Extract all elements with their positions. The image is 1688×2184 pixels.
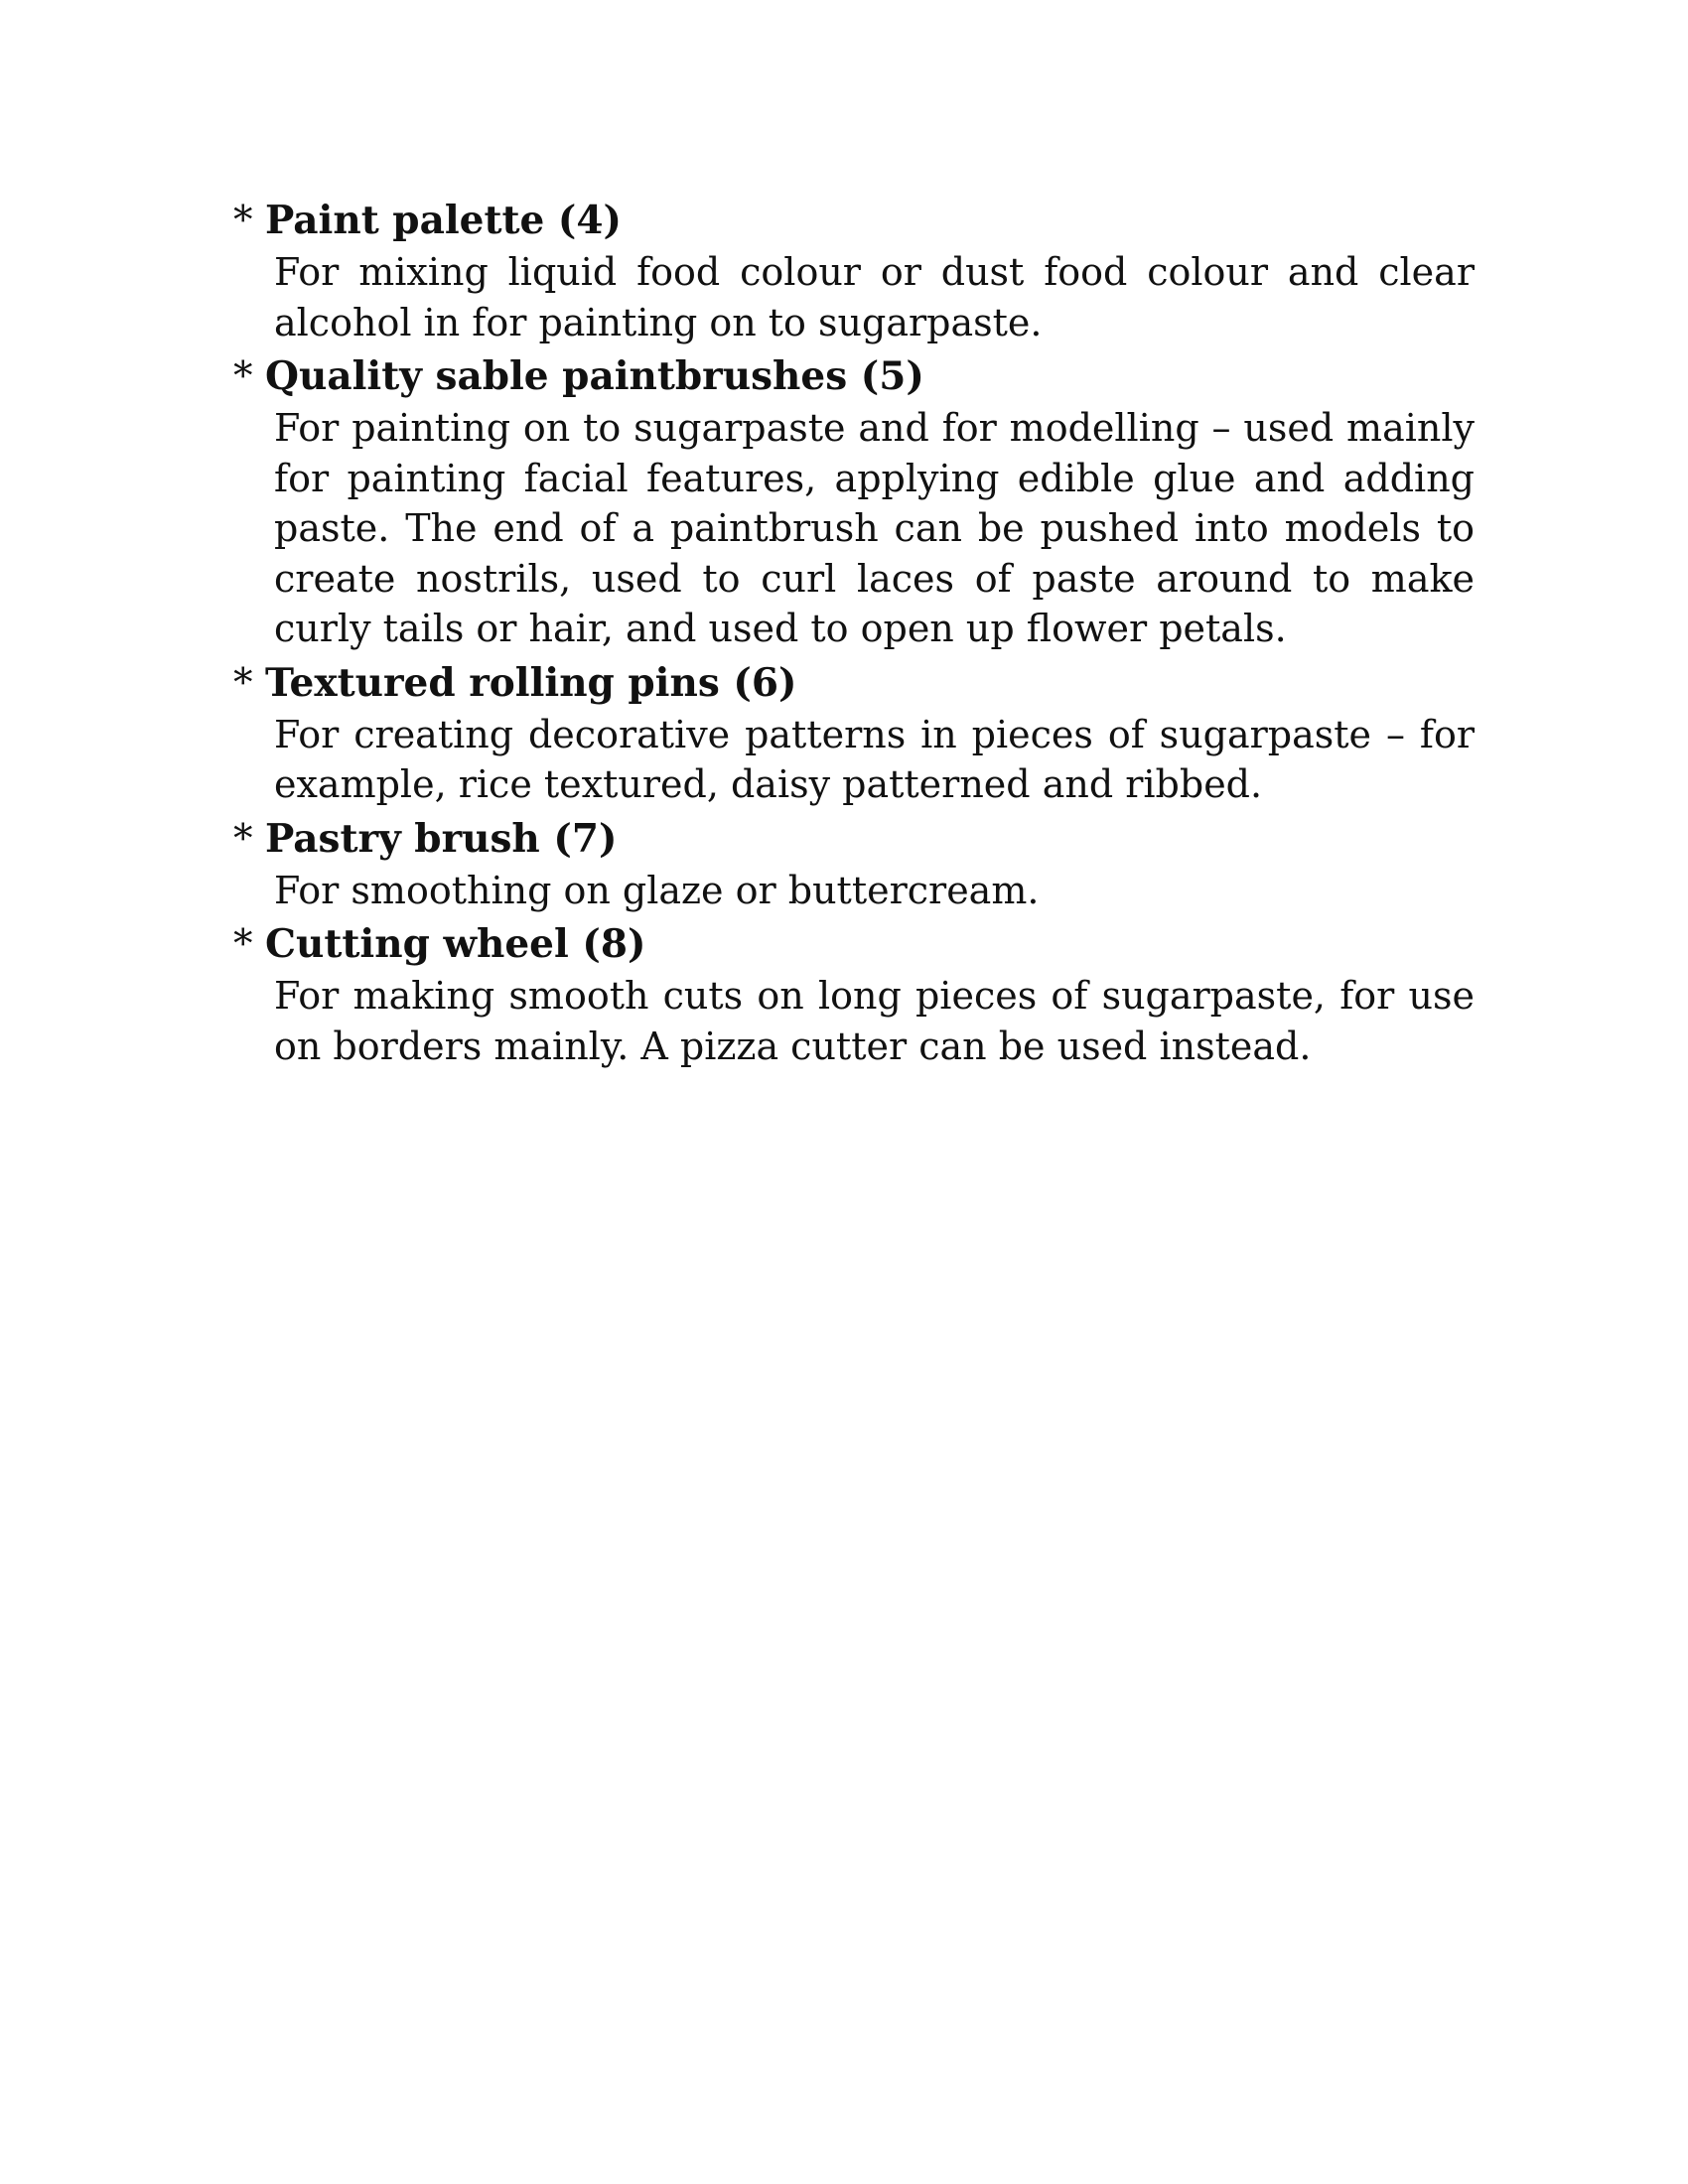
bullet-marker: * bbox=[233, 199, 253, 243]
entry-description: For making smooth cuts on long pieces of sugarpaste, for use on borders mainly. A pizza cutter can be used instead. bbox=[274, 974, 1475, 1068]
entry-description: For painting on to sugarpaste and for modelling – used mainly for painting facial features, applying edible glue and adding paste. The end of a paintbrush can be pushed into models to create nostrils, used to curl laces of paste around to make curly tails or hair, and used to open up flower petals. bbox=[274, 406, 1475, 650]
list-item bbox=[233, 350, 1475, 654]
entry-title: Paint palette (4) bbox=[265, 198, 622, 243]
list-item bbox=[233, 918, 1475, 1071]
bullet-marker: * bbox=[233, 816, 253, 862]
entry-title: Cutting wheel (8) bbox=[265, 921, 646, 967]
entry-title: Pastry brush (7) bbox=[265, 815, 618, 862]
entry-description: For smoothing on glaze or buttercream. bbox=[274, 868, 1040, 912]
entry-title: Quality sable paintbrushes (5) bbox=[265, 353, 924, 399]
entry-heading bbox=[233, 350, 1475, 403]
bullet-marker: * bbox=[233, 922, 253, 967]
entry-heading bbox=[233, 195, 1475, 247]
entry-heading bbox=[233, 813, 1475, 866]
entry-heading bbox=[233, 918, 1475, 971]
list-item bbox=[233, 813, 1475, 916]
list-item bbox=[233, 195, 1475, 347]
entry-description: For creating decorative patterns in pieces of sugarpaste – for example, rice textured, daisy patterned and ribbed. bbox=[274, 712, 1475, 806]
list-item bbox=[233, 657, 1475, 810]
entry-heading bbox=[233, 657, 1475, 710]
equipment-list bbox=[233, 195, 1475, 1074]
entry-title: Textured rolling pins (6) bbox=[265, 659, 797, 706]
bullet-marker: * bbox=[233, 354, 253, 399]
bullet-marker: * bbox=[233, 660, 253, 706]
entry-description: For mixing liquid food colour or dust food colour and clear alcohol in for painting on to sugarpaste. bbox=[274, 250, 1475, 344]
